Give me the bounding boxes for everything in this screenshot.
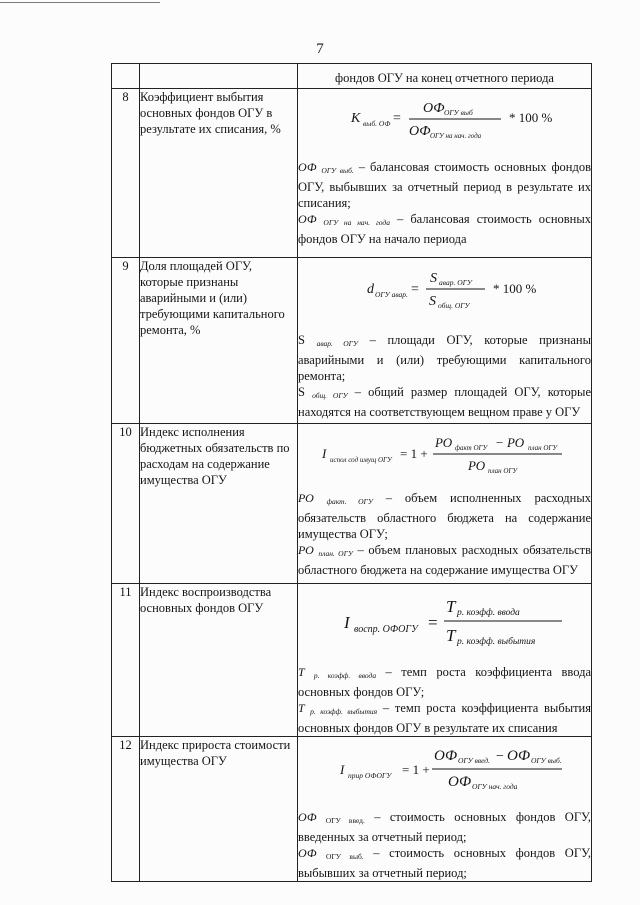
indicator-name: Индекс исполнения бюджетных обязательств по расходам на содержание имущества ОГУ <box>140 424 298 584</box>
definitions <box>298 801 591 881</box>
table-row-continuation <box>112 64 592 89</box>
formula-equals: = <box>427 613 438 632</box>
def-text: – объем исполненных расходных обязательств областного бюджета на содержание имущества ОГУ; <box>298 491 591 541</box>
formula-denominator-sub: план ОГУ <box>487 467 517 475</box>
formula <box>298 424 591 484</box>
formula-numerator-a: ОФ <box>433 748 457 764</box>
def-symbol: ОФ $_{ОГУ выб.}$ <box>298 846 364 861</box>
method-cell <box>298 584 592 737</box>
method-cell <box>298 424 592 584</box>
def-text: – темп роста коэффициента выбытия основных фондов ОГУ в результате их списания <box>298 701 591 735</box>
formula-lhs: I <box>321 446 326 461</box>
formula-denominator-sub: ОГУ на нач. года <box>429 132 481 140</box>
formula-denominator: РО <box>467 458 485 473</box>
table-row <box>112 737 592 882</box>
formula-lhs-sub: испол сод имущ ОГУ <box>329 456 392 464</box>
formula-numerator-a-sub: факт ОГУ <box>454 444 487 452</box>
def-symbol: РО $_{план. ОГУ}$ <box>298 543 353 558</box>
def-text: – общий размер площадей ОГУ, которые находятся на соответствующем вещном праве у ОГУ <box>298 385 591 419</box>
def-symbol: ОФ $_{ОГУ выб.}$ <box>298 160 354 175</box>
definitions <box>298 656 591 736</box>
formula-numerator-b-sub: план ОГУ <box>527 444 557 452</box>
method-cell <box>298 737 592 882</box>
formula <box>298 584 591 656</box>
method-cell <box>298 64 592 89</box>
formula-denominator: S <box>428 294 436 309</box>
formula-lhs: I <box>339 762 344 777</box>
def-symbol: РО $_{факт. ОГУ}$ <box>298 491 373 506</box>
def-text: – площади ОГУ, которые признаны аварийными и (или) требующими капитального ремонта; <box>298 333 592 383</box>
formula-lhs: I <box>343 613 350 632</box>
row-number: 11 <box>112 584 140 737</box>
formula-svg <box>300 428 590 480</box>
formula-denominator-sub: ОГУ нач. года <box>471 782 517 791</box>
formula-minus: − <box>495 749 504 764</box>
formula-lhs-sub: ОГУ авар. <box>374 290 408 299</box>
formula-plus: = 1 + <box>401 762 430 777</box>
def-text: – стоимость основных фондов ОГУ, введенных за отчетный период; <box>298 810 591 844</box>
indicator-name: Коэффициент выбытия основных фондов ОГУ в результате их списания, % <box>140 89 298 258</box>
formula-tail: * 100 % <box>492 281 536 296</box>
page-number: 7 <box>316 41 324 57</box>
formula-numerator-sub: авар. ОГУ <box>438 278 472 287</box>
formula-lhs-sub: прир ОФОГУ <box>347 771 391 780</box>
method-cell <box>298 258 592 424</box>
formula-svg <box>305 262 585 314</box>
table-row <box>112 584 592 737</box>
formula-svg <box>300 741 590 797</box>
formula-numerator-b: ОФ <box>506 748 530 764</box>
top-edge-line <box>0 2 160 3</box>
indicator-name: Доля площадей ОГУ, которые признаны аварийными и (или) требующими капитального ремонта, % <box>140 258 298 424</box>
formula-numerator: S <box>429 271 437 286</box>
def-symbol: ОФ $_{ОГУ на нач. года}$ <box>298 212 390 227</box>
def-text: – балансовая стоимость основных фондов ОГУ на начало периода <box>298 212 592 246</box>
def-symbol: S $_{общ. ОГУ}$ <box>298 385 348 400</box>
def-symbol: T $_{р. коэфф. выбытия}$ <box>298 701 378 716</box>
formula-denominator: T <box>445 626 455 645</box>
formula-lhs: d <box>366 282 374 297</box>
formula-numerator: T <box>445 597 455 616</box>
indicator-name: Индекс прироста стоимости имущества ОГУ <box>140 737 298 882</box>
formula-lhs-sub: выб. ОФ <box>362 119 390 128</box>
formula-tail: * 100 % <box>508 110 552 125</box>
formula-svg <box>305 93 585 143</box>
formula-denominator: ОФ <box>447 774 471 790</box>
formula-denominator-sub: общ. ОГУ <box>437 301 470 310</box>
formula <box>298 258 591 318</box>
formula-lhs: K <box>350 111 360 126</box>
formula-numerator-b: РО <box>506 435 524 450</box>
formula-equals: = <box>410 282 419 297</box>
definitions <box>298 318 591 420</box>
formula-lhs-sub: воспр. ОФОГУ <box>353 624 418 635</box>
formula-numerator-a: РО <box>434 435 452 450</box>
formula-numerator: ОФ <box>422 101 445 116</box>
indicator-table <box>111 63 592 882</box>
formula-minus: − <box>495 435 503 450</box>
formula <box>298 737 591 801</box>
formula-denominator: ОФ <box>408 124 431 139</box>
table-row <box>112 89 592 258</box>
indicator-name: Индекс воспроизводства основных фондов ОГУ <box>140 584 298 737</box>
def-symbol: T $_{р. коэфф. ввода}$ <box>298 665 377 680</box>
row-number: 12 <box>112 737 140 882</box>
def-text: – темп роста коэффициента ввода основных фондов ОГУ; <box>298 665 591 699</box>
indicator-name-cell <box>140 64 298 89</box>
formula-denominator-sub: р. коэфф. выбытия <box>456 637 535 647</box>
def-text: – стоимость основных фондов ОГУ, выбывших за отчетный период; <box>298 846 592 880</box>
definitions <box>298 484 591 578</box>
table-row <box>112 258 592 424</box>
row-number: 10 <box>112 424 140 584</box>
formula-numerator-sub: р. коэфф. ввода <box>456 608 520 618</box>
continued-text: фондов ОГУ на конец отчетного периода <box>335 71 554 85</box>
row-number: 8 <box>112 89 140 258</box>
row-number: 9 <box>112 258 140 424</box>
method-cell <box>298 89 592 258</box>
formula-numerator-sub: ОГУ выб <box>443 108 473 117</box>
formula-numerator-b-sub: ОГУ выб. <box>530 756 562 765</box>
formula-numerator-a-sub: ОГУ введ. <box>457 756 490 765</box>
row-number-cell <box>112 64 140 89</box>
definitions <box>298 147 591 247</box>
formula <box>298 89 591 147</box>
def-symbol: S $_{авар. ОГУ}$ <box>298 333 358 348</box>
formula-svg <box>300 588 590 652</box>
table-row <box>112 424 592 584</box>
formula-equals: = <box>392 111 401 126</box>
def-symbol: ОФ $_{ОГУ введ.}$ <box>298 810 365 825</box>
formula-plus: = 1 + <box>399 446 428 461</box>
def-text: – балансовая стоимость основных фондов ОГУ, выбывших за отчетный период в результате их списания; <box>298 160 592 210</box>
def-text: – объем плановых расходных обязательств областного бюджета на содержание имущества ОГУ <box>298 543 592 577</box>
